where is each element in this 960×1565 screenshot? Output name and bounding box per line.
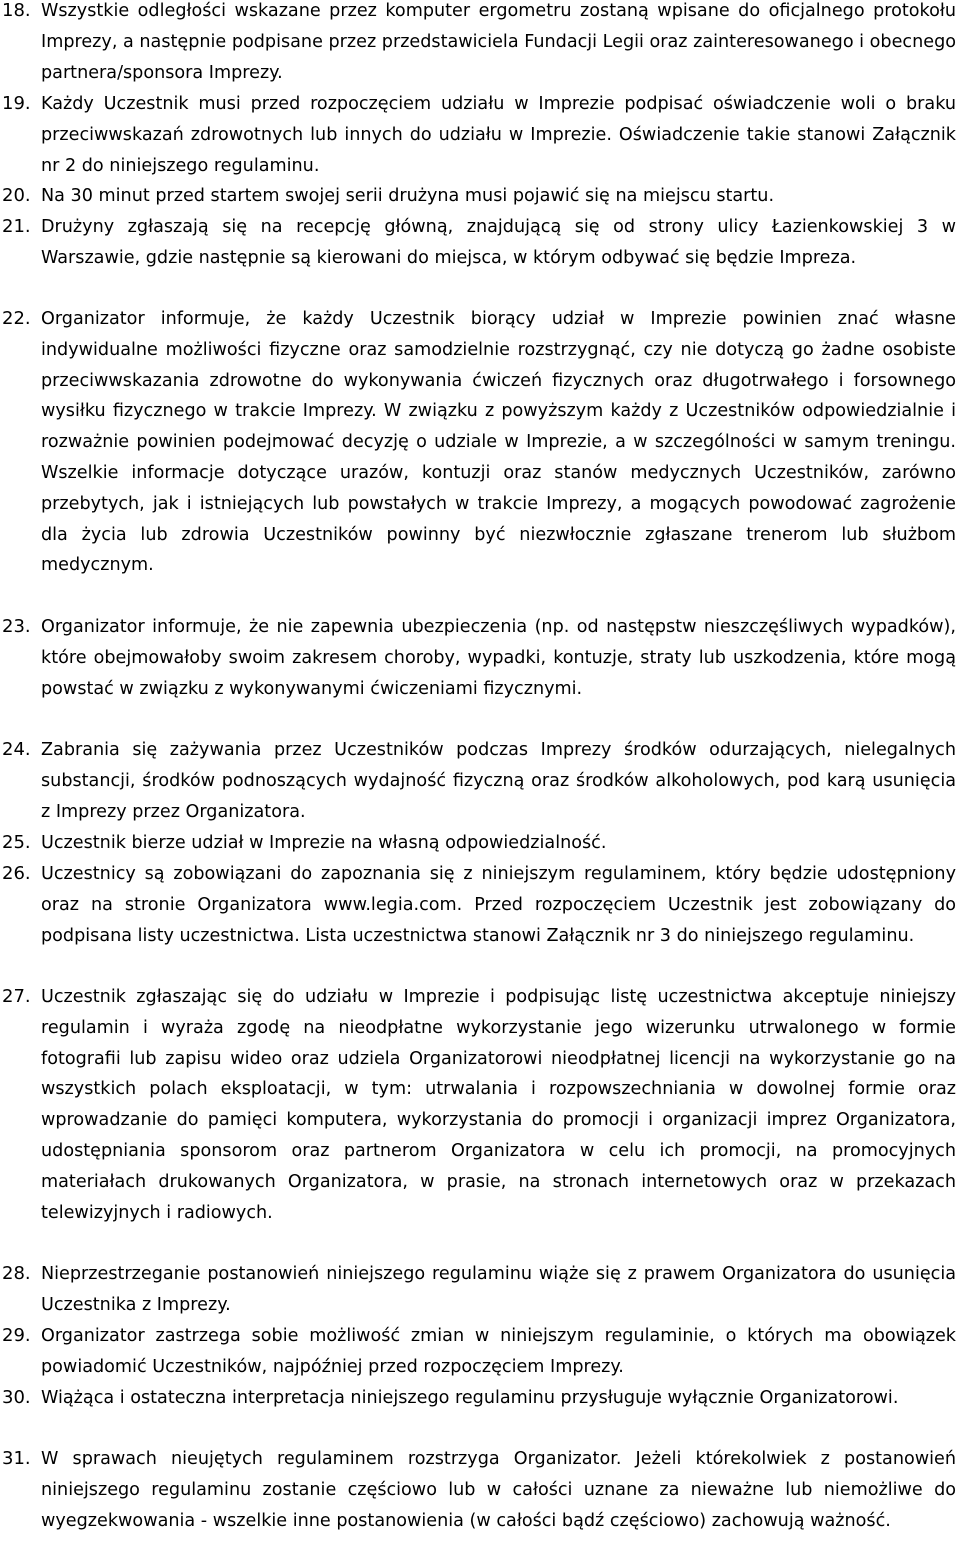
list-item bbox=[2, 828, 956, 859]
list-item bbox=[2, 982, 956, 1228]
list-item bbox=[2, 304, 956, 581]
item-number: 18. bbox=[2, 0, 31, 21]
item-text: Nieprzestrzeganie postanowień niniejszego regulaminu wiąże się z prawem Organizatora do usunięcia Uczestnika z Imprezy. bbox=[41, 1264, 956, 1315]
list-item bbox=[2, 1383, 956, 1414]
item-text: Zabrania się zażywania przez Uczestników podczas Imprezy środków odurzających, nielegalnych substancji, środków podnoszących wydajność fizyczną oraz środków alkoholowych, pod karą usunięcia z Imprezy przez Organizatora. bbox=[41, 740, 956, 822]
item-number: 28. bbox=[2, 1263, 31, 1284]
item-text: Uczestnicy są zobowiązani do zapoznania się z niniejszym regulaminem, który będzie udostępniony oraz na stronie Organizatora www.legia.com. Przed rozpoczęciem Uczestnik jest zobowiązany do podpisana listy uczestnictwa. Lista uczestnictwa stanowi Załącznik nr 3 do niniejszego regulaminu. bbox=[41, 864, 956, 946]
item-text: Wiążąca i ostateczna interpretacja niniejszego regulaminu przysługuje wyłącznie Organizatorowi. bbox=[41, 1388, 899, 1408]
list-item bbox=[2, 89, 956, 181]
item-text: Każdy Uczestnik musi przed rozpoczęciem udziału w Imprezie podpisać oświadczenie woli o braku przeciwwskazań zdrowotnych lub innych do udziału w Imprezie. Oświadczenie takie stanowi Załącznik nr 2 do niniejszego regulaminu. bbox=[41, 94, 956, 176]
item-text: Na 30 minut przed startem swojej serii drużyna musi pojawić się na miejscu startu. bbox=[41, 186, 775, 206]
item-text: Uczestnik zgłaszając się do udziału w Imprezie i podpisując listę uczestnictwa akceptuje niniejszy regulamin i wyraża zgodę na nieodpłatne wykorzystanie jego wizerunku utrwalonego w formie fotografii lub zapisu wideo oraz udziela Organizatorowi nieodpłatnej licencji na wykorzystanie go na wszystkich polach eksploatacji, w tym: utrwalania i rozpowszechniania w dowolnej formie oraz wprowadzanie do pamięci komputera, wykorzystania do promocji i organizacji imprez Organizatora, udostępniania sponsorom oraz partnerom Organizatora w celu ich promocji, na promocyjnych materiałach drukowanych Organizatora, w prasie, na stronach internetowych oraz w przekazach telewizyjnych i radiowych. bbox=[41, 987, 956, 1223]
item-number: 19. bbox=[2, 93, 31, 114]
list-item bbox=[2, 0, 956, 88]
item-number: 20. bbox=[2, 185, 31, 206]
item-text: Organizator zastrzega sobie możliwość zmian w niniejszym regulaminie, o których ma obowiązek powiadomić Uczestników, najpóźniej przed rozpoczęciem Imprezy. bbox=[41, 1326, 956, 1377]
item-number: 30. bbox=[2, 1387, 31, 1408]
item-number: 23. bbox=[2, 616, 31, 637]
list-item bbox=[2, 1259, 956, 1321]
item-text: Wszystkie odległości wskazane przez komputer ergometru zostaną wpisane do oficjalnego protokołu Imprezy, a następnie podpisane przez przedstawiciela Fundacji Legii oraz zainteresowanego i obecnego partnera/sponsora Imprezy. bbox=[41, 1, 956, 83]
list-item bbox=[2, 1444, 956, 1536]
item-number: 31. bbox=[2, 1448, 31, 1469]
item-text: Organizator informuje, że nie zapewnia ubezpieczenia (np. od następstw nieszczęśliwych wypadków), które obejmowałoby swoim zakresem choroby, wypadki, kontuzje, straty lub uszkodzenia, które mogą powstać w związku z wykonywanymi ćwiczeniami fizycznymi. bbox=[41, 617, 956, 699]
item-number: 22. bbox=[2, 308, 31, 329]
item-number: 26. bbox=[2, 863, 31, 884]
list-item bbox=[2, 859, 956, 951]
item-number: 21. bbox=[2, 216, 31, 237]
item-number: 25. bbox=[2, 832, 31, 853]
item-number: 29. bbox=[2, 1325, 31, 1346]
list-item bbox=[2, 612, 956, 704]
item-number: 27. bbox=[2, 986, 31, 1007]
item-text: Drużyny zgłaszają się na recepcję główną, znajdującą się od strony ulicy Łazienkowskiej 3 w Warszawie, gdzie następnie są kierowani do miejsca, w którym odbywać się będzie Impreza. bbox=[41, 217, 956, 268]
list-item bbox=[2, 212, 956, 274]
item-text: Organizator informuje, że każdy Uczestnik biorący udział w Imprezie powinien znać własne indywidualne możliwości fizyczne oraz samodzielnie rozstrzygnąć, czy nie dotyczą go żadne osobiste przeciwwskazania zdrowotne do wykonywania ćwiczeń fizycznych oraz długotrwałego i forsownego wysiłku fizycznego w trakcie Imprezy. W związku z powyższym każdy z Uczestników odpowiedzialnie i rozważnie powinien podejmować decyzję o udziale w Imprezie, a w szczególności w samym treningu. Wszelkie informacje dotyczące urazów, kontuzji oraz stanów medycznych Uczestników, zarówno przebytych, jak i istniejących lub powstałych w trakcie Imprezy, a mogących powodować zagrożenie dla życia lub zdrowia Uczestników powinny być niezwłocznie zgłaszane trenerom lub służbom medycznym. bbox=[41, 309, 956, 576]
list-item bbox=[2, 1321, 956, 1383]
item-text: Uczestnik bierze udział w Imprezie na własną odpowiedzialność. bbox=[41, 833, 607, 853]
item-text: W sprawach nieujętych regulaminem rozstrzyga Organizator. Jeżeli którekolwiek z postanowień niniejszego regulaminu zostanie częściowo lub w całości uznane za nieważne lub niemożliwe do wyegzekwowania - wszelkie inne postanowienia (w całości bądź częściowo) zachowują ważność. bbox=[41, 1449, 956, 1531]
list-item bbox=[2, 735, 956, 827]
list-item bbox=[2, 181, 956, 212]
item-number: 24. bbox=[2, 739, 31, 760]
